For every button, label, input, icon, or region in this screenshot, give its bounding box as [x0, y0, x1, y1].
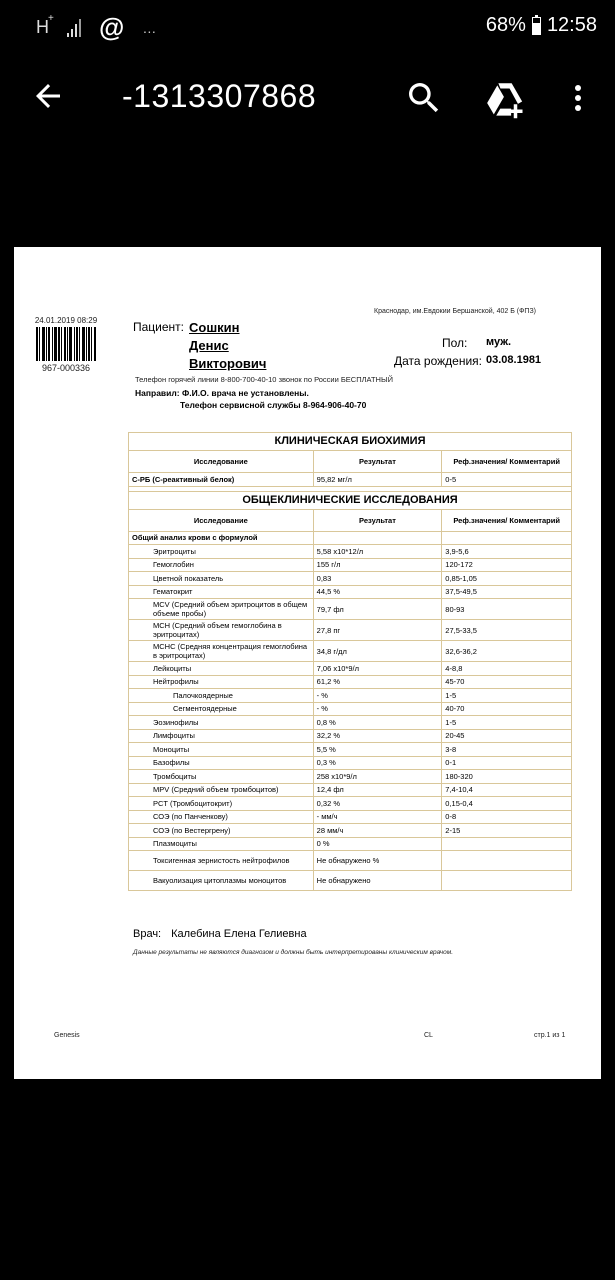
test-result: 27,8 пг [313, 620, 442, 641]
table-row [129, 473, 572, 487]
test-ref: 3,9-5,6 [442, 545, 572, 559]
test-result: 0,32 % [313, 797, 442, 811]
test-name: Вакуолизация цитоплазмы моноцитов [129, 871, 314, 891]
patient-label: Пациент: [133, 320, 185, 334]
table-header-row [129, 451, 572, 473]
test-name: Цветной показатель [129, 572, 314, 586]
test-ref: 0-1 [442, 756, 572, 770]
document-page[interactable] [14, 247, 601, 1079]
patient-first-name: Денис [189, 338, 229, 353]
page-number: стр.1 из 1 [534, 1032, 566, 1039]
column-header: Исследование [129, 451, 314, 473]
test-ref [442, 851, 572, 871]
table-row [129, 743, 572, 757]
table-row [129, 770, 572, 784]
test-result: 0 % [313, 837, 442, 851]
test-ref: 0,85-1,05 [442, 572, 572, 586]
test-result: 44,5 % [313, 585, 442, 599]
barcode-block [32, 316, 100, 373]
test-name: Сегментоядерные [129, 702, 314, 716]
sex-label: Пол: [442, 336, 468, 350]
test-result: 5,58 x10*12/л [313, 545, 442, 559]
test-name: СОЭ (по Панченкову) [129, 810, 314, 824]
test-result: 28 мм/ч [313, 824, 442, 838]
barcode-datetime: 24.01.2019 08:29 [34, 316, 98, 325]
battery-percent: 68% [485, 14, 526, 36]
test-result: 32,2 % [313, 729, 442, 743]
table-row [129, 558, 572, 572]
table-row [129, 689, 572, 703]
table-row [129, 675, 572, 689]
table-row [129, 729, 572, 743]
table-row [129, 716, 572, 730]
test-name: Тромбоциты [129, 770, 314, 784]
table-row [129, 585, 572, 599]
table-row [129, 641, 572, 662]
test-ref: 45-70 [442, 675, 572, 689]
test-result: 95,82 мг/л [313, 473, 442, 487]
disclaimer-text: Данные результаты не являются диагнозом и должны быть интерпретированы клиническим врачом. [133, 949, 454, 956]
section-title: КЛИНИЧЕСКАЯ БИОХИМИЯ [129, 433, 572, 451]
test-name: СОЭ (по Вестергрену) [129, 824, 314, 838]
network-type-label: H [36, 17, 49, 37]
table-row [129, 810, 572, 824]
test-result: 258 x10*9/л [313, 770, 442, 784]
drive-add-icon [484, 78, 526, 120]
test-result: 7,06 x10*9/л [313, 662, 442, 676]
test-result: - % [313, 702, 442, 716]
dob-value: 03.08.1981 [486, 354, 542, 366]
app-bar [0, 60, 615, 136]
search-icon [404, 78, 444, 118]
barcode-number: 967-000336 [41, 363, 91, 373]
table-header-row [129, 509, 572, 531]
test-name: MCH (Средний объем гемоглобина в эритроцитах) [129, 620, 314, 641]
add-to-drive-button[interactable] [484, 78, 526, 120]
test-ref: 32,6-36,2 [442, 641, 572, 662]
test-result: 0,83 [313, 572, 442, 586]
hotline-text: Телефон горячей линии 8-800-700-40-10 звонок по России БЕСПЛАТНЫЙ [135, 375, 393, 384]
group-name: Общий анализ крови с формулой [129, 531, 314, 545]
test-ref: 0-8 [442, 810, 572, 824]
back-arrow-icon [30, 78, 66, 114]
test-ref: 120-172 [442, 558, 572, 572]
table-row [129, 599, 572, 620]
test-ref: 0-5 [442, 473, 572, 487]
network-type-icon [36, 13, 54, 38]
test-name: MCV (Средний объем эритроцитов в общем объеме пробы) [129, 599, 314, 620]
patient-name [189, 319, 266, 373]
status-left [36, 12, 156, 43]
more-options-button[interactable] [566, 78, 590, 118]
back-button[interactable] [30, 78, 66, 114]
test-name: Лейкоциты [129, 662, 314, 676]
test-ref: 1-5 [442, 716, 572, 730]
test-name: С-РБ (С-реактивный белок) [129, 473, 314, 487]
dob-label: Дата рождения: [394, 354, 482, 368]
column-header: Реф.значения/ Комментарий [442, 451, 572, 473]
test-ref: 7,4-10,4 [442, 783, 572, 797]
test-result: 34,8 г/дл [313, 641, 442, 662]
table-row [129, 824, 572, 838]
test-name: MCHC (Средняя концентрация гемоглобина в эритроцитах) [129, 641, 314, 662]
barcode-icon [32, 327, 100, 361]
test-name: Плазмоциты [129, 837, 314, 851]
test-name: Токсигенная зернистость нейтрофилов [129, 851, 314, 871]
table-row [129, 756, 572, 770]
test-ref [442, 871, 572, 891]
test-name: Гематокрит [129, 585, 314, 599]
referral-text: Направил: Ф.И.О. врача не установлены. [135, 388, 309, 398]
lab-address: Краснодар, им.Евдокии Бершанской, 402 Б (ФПЗ) [374, 308, 537, 315]
test-ref: 37,5-49,5 [442, 585, 572, 599]
table-row [129, 837, 572, 851]
test-name: Нейтрофилы [129, 675, 314, 689]
test-result: 5,5 % [313, 743, 442, 757]
patient-surname: Сошкин [189, 320, 240, 335]
test-result: - % [313, 689, 442, 703]
footer-left: Genesis [54, 1032, 80, 1039]
column-header: Результат [313, 451, 442, 473]
test-ref: 0,15-0,4 [442, 797, 572, 811]
test-result: - мм/ч [313, 810, 442, 824]
test-ref: 3-8 [442, 743, 572, 757]
column-header: Исследование [129, 509, 314, 531]
test-ref: 4-8,8 [442, 662, 572, 676]
test-name: Лимфоциты [129, 729, 314, 743]
section-title-row [129, 433, 572, 451]
test-ref: 20-45 [442, 729, 572, 743]
test-result: 79,7 фл [313, 599, 442, 620]
table-row [129, 662, 572, 676]
battery-icon [532, 17, 541, 35]
test-ref [442, 837, 572, 851]
table-row [129, 797, 572, 811]
doctor-name: Калебина Елена Гелиевна [171, 928, 307, 940]
status-bar [0, 0, 615, 52]
table-row [129, 702, 572, 716]
section-title: ОБЩЕКЛИНИЧЕСКИЕ ИССЛЕДОВАНИЯ [129, 491, 572, 509]
doctor-line [133, 928, 307, 940]
test-name: MPV (Средний объем тромбоцитов) [129, 783, 314, 797]
email-at-icon: @ [99, 12, 125, 42]
table-row [129, 851, 572, 871]
test-result: 12,4 фл [313, 783, 442, 797]
patient-patronymic: Викторович [189, 356, 267, 371]
signal-icon [67, 19, 81, 37]
test-ref: 2-15 [442, 824, 572, 838]
test-ref: 1-5 [442, 689, 572, 703]
test-result: 61,2 % [313, 675, 442, 689]
test-name: Базофилы [129, 756, 314, 770]
sex-value: муж. [486, 336, 512, 348]
results-table [128, 432, 572, 891]
test-ref: 180-320 [442, 770, 572, 784]
table-row [129, 620, 572, 641]
status-right [486, 14, 597, 37]
test-name: Моноциты [129, 743, 314, 757]
table-row [129, 545, 572, 559]
test-name: Гемоглобин [129, 558, 314, 572]
test-name: Эритроциты [129, 545, 314, 559]
table-row [129, 572, 572, 586]
section-title-row [129, 491, 572, 509]
test-result: 0,8 % [313, 716, 442, 730]
test-ref: 40-70 [442, 702, 572, 716]
test-result: 0,3 % [313, 756, 442, 770]
doctor-label: Врач: [133, 928, 162, 940]
test-result: Не обнаружено [313, 871, 442, 891]
group-row [129, 531, 572, 545]
document-title: -1313307868 [122, 78, 317, 114]
test-result: Не обнаружено % [313, 851, 442, 871]
more-vert-icon [566, 78, 590, 118]
test-name: Эозинофилы [129, 716, 314, 730]
service-phone-text: Телефон сервисной службы 8-964-906-40-70 [180, 400, 367, 410]
test-ref: 27,5-33,5 [442, 620, 572, 641]
test-name: Палочкоядерные [129, 689, 314, 703]
more-notifications-icon: … [142, 19, 157, 36]
network-type-sup: + [48, 13, 54, 24]
column-header: Результат [313, 509, 442, 531]
test-result: 155 г/л [313, 558, 442, 572]
column-header: Реф.значения/ Комментарий [442, 509, 572, 531]
search-button[interactable] [404, 78, 444, 118]
table-row [129, 871, 572, 891]
test-name: PCT (Тромбоцитокрит) [129, 797, 314, 811]
footer-middle: CL [424, 1032, 433, 1039]
test-ref: 80-93 [442, 599, 572, 620]
clock: 12:58 [546, 14, 597, 36]
table-row [129, 783, 572, 797]
